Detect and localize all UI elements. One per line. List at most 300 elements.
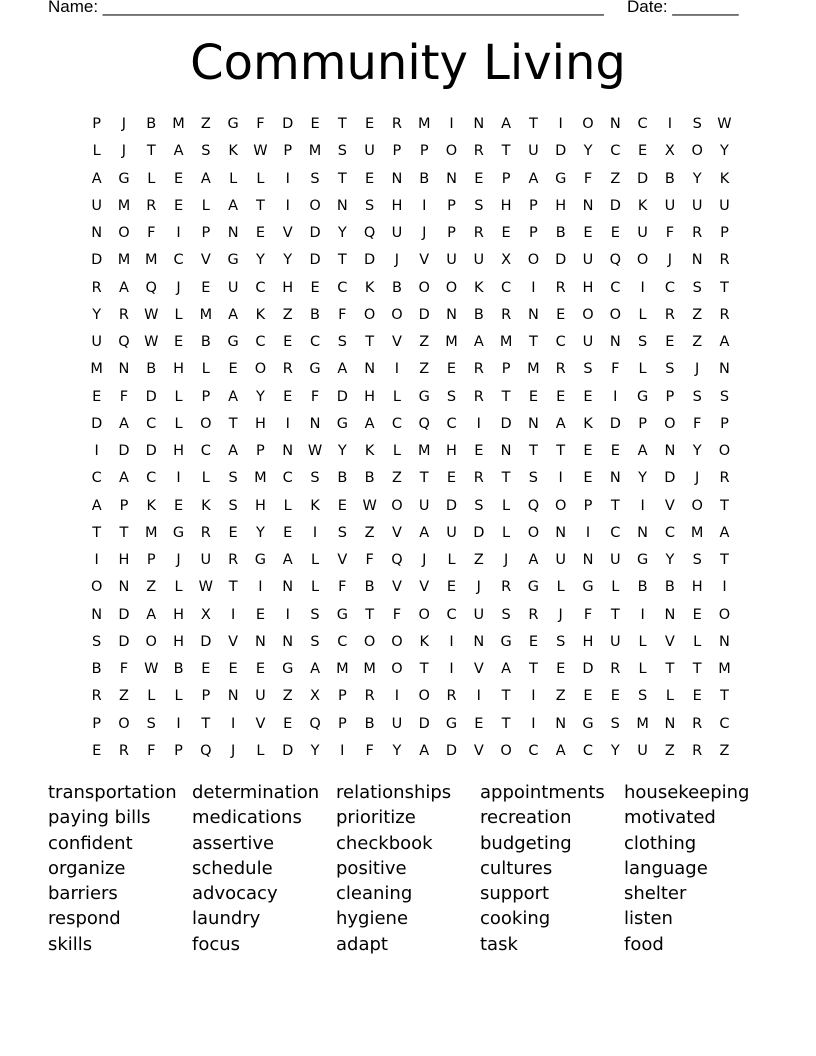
- grid-letter: N: [336, 197, 348, 214]
- grid-letter: C: [610, 143, 621, 160]
- grid-letter: O: [691, 497, 703, 514]
- grid-letter: S: [528, 470, 538, 487]
- grid-letter: C: [719, 715, 730, 732]
- word-bank-item: paying bills: [48, 807, 151, 829]
- grid-letter: N: [391, 170, 403, 187]
- grid-letter: E: [283, 334, 293, 350]
- grid-letter: P: [720, 225, 729, 241]
- grid-letter: Q: [609, 252, 621, 269]
- grid-letter: D: [309, 225, 321, 241]
- grid-letter: G: [500, 633, 512, 650]
- word-bank-item: positive: [336, 857, 407, 879]
- grid-letter: J: [558, 606, 563, 623]
- grid-letter: O: [609, 306, 621, 323]
- grid-letter: T: [501, 470, 511, 487]
- grid-letter: U: [719, 197, 730, 214]
- grid-letter: E: [228, 361, 238, 378]
- grid-letter: I: [258, 579, 263, 596]
- grid-letter: P: [201, 388, 211, 405]
- grid-letter: U: [446, 252, 457, 269]
- grid-letter: E: [365, 170, 375, 187]
- grid-letter: G: [227, 116, 239, 132]
- grid-letter: V: [473, 742, 484, 759]
- grid-letter: T: [365, 606, 375, 623]
- grid-letter: X: [664, 143, 675, 160]
- grid-letter: F: [665, 225, 675, 241]
- grid-letter: S: [583, 361, 593, 378]
- word-bank-item: transportation: [48, 782, 177, 803]
- grid-letter: T: [501, 688, 511, 705]
- grid-letter: C: [173, 252, 184, 269]
- grid-letter: R: [146, 197, 157, 214]
- grid-letter: U: [364, 143, 375, 160]
- grid-letter: N: [255, 633, 266, 650]
- grid-letter: A: [228, 388, 239, 405]
- word-bank-item: task: [480, 933, 518, 955]
- grid-letter: V: [391, 579, 402, 596]
- grid-letter: B: [91, 661, 102, 677]
- grid-letter: D: [418, 715, 430, 732]
- grid-letter: Y: [610, 742, 620, 759]
- grid-letter: D: [91, 415, 103, 432]
- grid-letter: N: [582, 552, 594, 568]
- grid-letter: A: [146, 606, 157, 623]
- grid-letter: R: [555, 279, 566, 296]
- grid-letter: Z: [419, 361, 430, 378]
- grid-letter: H: [173, 443, 184, 459]
- grid-letter: R: [91, 279, 102, 296]
- grid-letter: I: [394, 688, 400, 705]
- grid-letter: R: [473, 143, 484, 160]
- grid-letter: E: [201, 279, 211, 296]
- word-bank-item: housekeeping: [624, 782, 750, 803]
- grid-letter: E: [92, 742, 102, 759]
- grid-letter: L: [556, 579, 565, 596]
- grid-letter: I: [640, 606, 645, 623]
- grid-letter: M: [144, 524, 158, 541]
- grid-letter: C: [610, 524, 621, 541]
- grid-letter: O: [445, 279, 458, 296]
- grid-letter: I: [667, 116, 673, 132]
- grid-letter: G: [445, 715, 458, 732]
- grid-letter: M: [718, 661, 731, 677]
- grid-letter: I: [449, 661, 454, 677]
- grid-letter: C: [91, 470, 102, 487]
- grid-letter: P: [529, 225, 538, 241]
- grid-letter: M: [499, 334, 513, 350]
- grid-letter: G: [254, 552, 267, 568]
- grid-letter: I: [722, 579, 727, 596]
- grid-letter: P: [501, 170, 511, 187]
- grid-letter: T: [528, 443, 538, 459]
- grid-letter: C: [610, 279, 621, 296]
- grid-letter: U: [582, 334, 594, 350]
- grid-letter: W: [717, 116, 732, 132]
- grid-letter: I: [640, 279, 645, 296]
- grid-letter: C: [637, 116, 648, 132]
- grid-letter: I: [476, 415, 481, 432]
- grid-letter: H: [446, 443, 457, 459]
- grid-letter: S: [692, 116, 702, 132]
- grid-letter: U: [637, 742, 648, 759]
- grid-letter: V: [419, 252, 430, 269]
- grid-letter: L: [447, 552, 456, 568]
- grid-letter: G: [636, 388, 649, 405]
- grid-letter: I: [285, 197, 290, 214]
- letter-grid: [83, 111, 738, 765]
- grid-letter: B: [664, 170, 675, 187]
- grid-letter: O: [554, 497, 567, 514]
- grid-letter: R: [118, 742, 129, 759]
- grid-letter: A: [91, 170, 102, 187]
- grid-letter: T: [610, 606, 620, 623]
- grid-letter: A: [501, 116, 512, 132]
- grid-letter: H: [691, 579, 703, 596]
- grid-letter: S: [337, 524, 347, 541]
- grid-letter: E: [610, 443, 620, 459]
- word-bank-item: shelter: [624, 883, 687, 905]
- grid-letter: O: [527, 524, 540, 541]
- grid-letter: S: [228, 497, 238, 514]
- grid-letter: J: [422, 552, 427, 568]
- grid-letter: D: [118, 606, 130, 623]
- grid-letter: L: [147, 688, 156, 705]
- grid-letter: F: [583, 606, 593, 623]
- grid-letter: P: [337, 688, 347, 705]
- grid-letter: S: [474, 197, 484, 214]
- grid-letter: T: [720, 497, 729, 514]
- grid-letter: T: [720, 688, 729, 705]
- grid-letter: Y: [256, 252, 265, 269]
- word-bank-item: language: [624, 857, 708, 879]
- grid-letter: N: [473, 116, 485, 132]
- grid-letter: S: [719, 388, 730, 405]
- grid-letter: J: [230, 742, 236, 759]
- grid-letter: H: [582, 633, 594, 650]
- grid-letter: S: [365, 197, 375, 214]
- grid-letter: O: [718, 606, 731, 623]
- grid-letter: N: [473, 633, 485, 650]
- grid-letter: K: [583, 415, 593, 432]
- grid-letter: P: [337, 715, 347, 732]
- grid-letter: O: [391, 661, 403, 677]
- grid-letter: N: [227, 688, 239, 705]
- grid-letter: X: [200, 606, 211, 623]
- grid-letter: D: [609, 197, 621, 214]
- grid-letter: T: [720, 552, 729, 568]
- grid-letter: S: [310, 470, 320, 487]
- grid-letter: T: [119, 524, 129, 541]
- grid-letter: P: [201, 225, 211, 241]
- grid-letter: P: [447, 197, 456, 214]
- grid-letter: L: [147, 170, 156, 187]
- grid-letter: Z: [146, 579, 157, 596]
- grid-letter: T: [665, 661, 675, 677]
- grid-letter: L: [392, 388, 401, 405]
- grid-letter: R: [473, 361, 484, 378]
- grid-letter: I: [585, 524, 591, 541]
- grid-letter: J: [476, 579, 481, 596]
- grid-letter: E: [474, 170, 484, 187]
- grid-letter: O: [363, 633, 376, 650]
- grid-letter: B: [555, 225, 566, 241]
- grid-letter: R: [473, 470, 484, 487]
- grid-letter: D: [145, 443, 157, 459]
- grid-letter: B: [200, 334, 211, 350]
- grid-letter: D: [200, 633, 212, 650]
- grid-letter: T: [528, 334, 538, 350]
- grid-letter: P: [92, 116, 102, 132]
- grid-letter: U: [91, 197, 102, 214]
- grid-letter: A: [419, 742, 430, 759]
- grid-letter: N: [282, 633, 294, 650]
- grid-letter: L: [638, 306, 647, 323]
- word-bank-item: prioritize: [336, 807, 416, 829]
- grid-letter: M: [690, 524, 704, 541]
- grid-letter: B: [664, 579, 675, 596]
- grid-letter: E: [228, 661, 238, 677]
- grid-letter: S: [201, 143, 211, 160]
- grid-letter: Y: [665, 552, 675, 568]
- grid-letter: N: [582, 197, 594, 214]
- grid-letter: Y: [720, 143, 729, 160]
- grid-letter: A: [228, 197, 239, 214]
- grid-letter: P: [638, 415, 647, 432]
- grid-letter: J: [695, 361, 700, 378]
- grid-letter: H: [555, 197, 567, 214]
- grid-letter: Y: [92, 306, 102, 323]
- grid-letter: B: [337, 470, 348, 487]
- word-bank-item: food: [624, 933, 664, 955]
- grid-letter: I: [285, 606, 290, 623]
- grid-letter: X: [501, 252, 512, 269]
- grid-letter: P: [583, 497, 593, 514]
- grid-letter: E: [310, 116, 320, 132]
- grid-letter: J: [422, 225, 427, 241]
- grid-letter: L: [174, 688, 183, 705]
- grid-letter: E: [365, 116, 375, 132]
- grid-letter: O: [527, 252, 540, 269]
- grid-letter: N: [609, 334, 621, 350]
- grid-letter: A: [473, 334, 484, 350]
- grid-letter: L: [611, 579, 620, 596]
- grid-letter: A: [528, 552, 539, 568]
- grid-letter: Q: [145, 279, 157, 296]
- grid-letter: Z: [391, 470, 402, 487]
- grid-letter: R: [200, 524, 211, 541]
- word-bank: [48, 780, 768, 957]
- grid-letter: Q: [363, 225, 376, 241]
- grid-letter: B: [473, 306, 484, 323]
- grid-letter: H: [173, 606, 184, 623]
- grid-letter: S: [665, 361, 675, 378]
- grid-letter: G: [636, 552, 649, 568]
- grid-letter: Z: [610, 170, 621, 187]
- grid-letter: P: [201, 688, 211, 705]
- grid-letter: A: [118, 279, 129, 296]
- grid-letter: S: [337, 143, 347, 160]
- grid-letter: Z: [555, 688, 566, 705]
- grid-letter: K: [364, 279, 375, 296]
- grid-letter: I: [558, 116, 563, 132]
- grid-letter: P: [665, 388, 675, 405]
- grid-letter: V: [664, 633, 675, 650]
- grid-letter: R: [501, 306, 512, 323]
- grid-letter: I: [449, 116, 454, 132]
- grid-letter: K: [201, 497, 211, 514]
- grid-letter: R: [391, 116, 402, 132]
- grid-letter: J: [121, 116, 127, 132]
- grid-letter: D: [91, 252, 103, 269]
- grid-letter: F: [147, 742, 156, 759]
- grid-letter: A: [310, 661, 320, 677]
- grid-letter: N: [637, 524, 649, 541]
- grid-letter: K: [364, 443, 375, 459]
- grid-letter: C: [309, 334, 321, 350]
- grid-letter: E: [337, 497, 347, 514]
- grid-letter: L: [174, 388, 183, 405]
- grid-letter: E: [501, 225, 511, 241]
- grid-letter: N: [555, 524, 567, 541]
- grid-letter: W: [198, 579, 213, 596]
- grid-letter: C: [664, 279, 675, 296]
- grid-letter: L: [502, 524, 511, 541]
- grid-letter: W: [144, 334, 159, 350]
- grid-letter: Z: [364, 524, 375, 541]
- grid-letter: S: [692, 388, 702, 405]
- grid-letter: N: [555, 715, 567, 732]
- grid-letter: N: [446, 170, 457, 187]
- grid-letter: D: [309, 252, 321, 269]
- grid-letter: C: [337, 279, 348, 296]
- grid-letter: K: [255, 306, 266, 323]
- grid-letter: L: [229, 170, 238, 187]
- grid-letter: D: [282, 742, 294, 759]
- grid-letter: E: [556, 388, 566, 405]
- grid-letter: A: [173, 143, 184, 160]
- grid-letter: W: [144, 306, 159, 323]
- grid-letter: A: [337, 361, 348, 378]
- grid-letter: S: [637, 688, 648, 705]
- grid-letter: L: [174, 415, 183, 432]
- grid-letter: I: [176, 225, 181, 241]
- word-bank-item: relationships: [336, 782, 452, 803]
- grid-letter: L: [201, 197, 210, 214]
- grid-letter: C: [391, 415, 402, 432]
- grid-letter: F: [583, 170, 593, 187]
- grid-letter: E: [692, 688, 702, 705]
- word-bank-item: medications: [192, 807, 302, 829]
- grid-letter: R: [719, 252, 730, 269]
- grid-letter: H: [282, 279, 294, 296]
- word-bank-item: confident: [48, 832, 133, 854]
- grid-letter: V: [419, 579, 430, 596]
- grid-letter: Y: [337, 225, 347, 241]
- grid-letter: N: [364, 361, 376, 378]
- grid-letter: E: [610, 688, 620, 705]
- grid-letter: I: [531, 715, 536, 732]
- grid-letter: V: [337, 552, 348, 568]
- grid-letter: D: [282, 116, 294, 132]
- grid-letter: B: [391, 279, 402, 296]
- grid-letter: N: [118, 361, 130, 378]
- grid-letter: E: [283, 388, 293, 405]
- grid-letter: O: [418, 279, 430, 296]
- grid-letter: P: [174, 742, 183, 759]
- grid-letter: O: [200, 415, 212, 432]
- grid-letter: P: [92, 715, 102, 732]
- grid-letter: Q: [418, 415, 430, 432]
- grid-letter: S: [310, 633, 320, 650]
- grid-letter: R: [719, 306, 730, 323]
- grid-letter: N: [227, 225, 239, 241]
- grid-letter: E: [446, 579, 457, 596]
- grid-letter: I: [394, 361, 400, 378]
- grid-letter: E: [173, 334, 184, 350]
- word-bank-item: focus: [192, 933, 241, 955]
- grid-letter: T: [419, 470, 429, 487]
- word-bank-item: organize: [48, 857, 126, 879]
- grid-letter: E: [310, 279, 320, 296]
- grid-letter: E: [692, 606, 702, 623]
- grid-letter: M: [172, 116, 185, 132]
- grid-letter: O: [582, 306, 594, 323]
- grid-letter: D: [145, 388, 157, 405]
- grid-letter: O: [582, 116, 594, 132]
- grid-letter: A: [118, 470, 129, 487]
- grid-letter: S: [92, 633, 102, 650]
- grid-letter: V: [228, 633, 239, 650]
- grid-letter: Z: [118, 688, 129, 705]
- grid-letter: T: [720, 279, 729, 296]
- grid-letter: O: [391, 633, 403, 650]
- grid-letter: J: [394, 252, 400, 269]
- grid-letter: O: [500, 742, 512, 759]
- grid-letter: A: [637, 443, 648, 459]
- grid-letter: L: [174, 306, 183, 323]
- grid-letter: F: [693, 415, 702, 432]
- grid-letter: N: [446, 306, 457, 323]
- grid-letter: T: [692, 661, 702, 677]
- grid-letter: L: [174, 579, 183, 596]
- grid-letter: M: [636, 715, 649, 732]
- grid-letter: C: [446, 415, 457, 432]
- grid-letter: N: [719, 361, 730, 378]
- grid-letter: M: [417, 443, 431, 459]
- grid-letter: C: [282, 470, 293, 487]
- grid-letter: Z: [473, 552, 484, 568]
- grid-letter: Q: [118, 334, 130, 350]
- grid-letter: N: [664, 715, 676, 732]
- word-bank-item: cooking: [480, 908, 551, 930]
- grid-letter: R: [692, 742, 703, 759]
- grid-letter: T: [501, 715, 511, 732]
- grid-letter: I: [531, 688, 536, 705]
- grid-letter: R: [473, 388, 484, 405]
- grid-letter: I: [422, 197, 427, 214]
- grid-letter: A: [118, 415, 129, 432]
- grid-letter: P: [146, 552, 156, 568]
- grid-letter: J: [667, 252, 673, 269]
- grid-letter: K: [146, 497, 156, 514]
- grid-letter: A: [228, 443, 239, 459]
- grid-letter: D: [609, 415, 621, 432]
- grid-letter: I: [176, 715, 181, 732]
- grid-letter: U: [391, 225, 403, 241]
- word-bank-item: skills: [48, 933, 93, 955]
- grid-letter: Y: [692, 170, 702, 187]
- grid-letter: J: [503, 552, 509, 568]
